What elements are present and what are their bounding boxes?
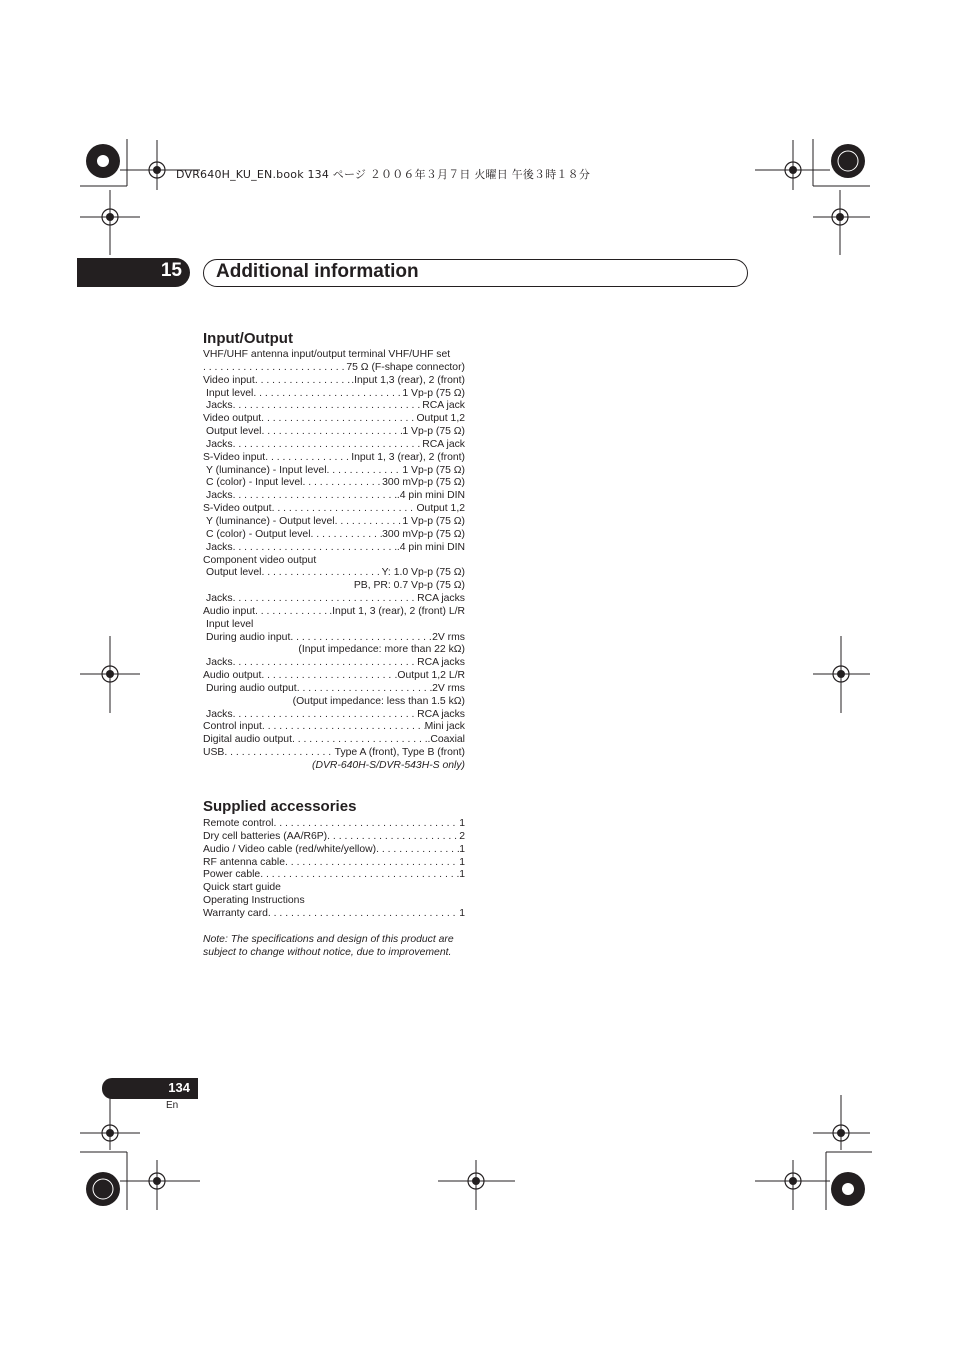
- spec-row: [203, 593, 465, 606]
- spec-row: [203, 895, 465, 908]
- spec-row: [203, 375, 465, 388]
- spec-label: Warranty card: [203, 907, 268, 919]
- spec-row: [203, 670, 465, 683]
- leader-dots: [327, 831, 459, 844]
- spec-label: S-Video output: [203, 503, 272, 515]
- leader-dots: [255, 375, 351, 388]
- spec-value: Mini jack: [424, 721, 465, 733]
- spec-value: 2V rms: [432, 682, 465, 694]
- accessories-heading: Supplied accessories: [203, 798, 357, 815]
- leader-dots: [233, 542, 397, 555]
- spec-value: .Input 1, 3 (rear), 2 (front) L/R: [329, 605, 465, 617]
- spec-row: [203, 831, 465, 844]
- spec-value: 1 Vp-p (75 Ω): [402, 464, 465, 476]
- spec-label: Video input: [203, 374, 255, 386]
- spec-row: [203, 477, 465, 490]
- spec-label: C (color) - Output level: [206, 528, 311, 540]
- chapter-title-bar: [203, 259, 748, 287]
- spec-value: Output 1,2: [416, 413, 465, 425]
- specification-note: Note: The specifications and design of this product are subject to change without notice, due to improvement.: [203, 934, 454, 958]
- spec-value: RCA jack: [422, 438, 465, 450]
- spec-label: During audio output: [206, 682, 297, 694]
- spec-value: Y: 1.0 Vp-p (75 Ω): [381, 567, 465, 579]
- leader-dots: [261, 567, 381, 580]
- spec-row: [203, 760, 465, 773]
- spec-value: .Input 1,3 (rear), 2 (front): [351, 374, 465, 386]
- spec-label: Jacks: [206, 708, 233, 720]
- language-label: En: [166, 1100, 179, 1111]
- spec-value: 1: [459, 907, 465, 919]
- spec-row: [203, 632, 465, 645]
- spec-row: [203, 747, 465, 760]
- spec-label: Output level: [206, 567, 262, 579]
- spec-label: Input level: [206, 387, 254, 399]
- spec-label: Remote control: [203, 818, 274, 829]
- leader-dots: [273, 818, 459, 831]
- leader-dots: [376, 844, 459, 857]
- spec-value: RCA jacks: [417, 593, 465, 605]
- spec-label: Control input: [203, 721, 262, 733]
- spec-value: .Output 1,2 L/R: [394, 670, 465, 682]
- leader-dots: [233, 439, 423, 452]
- page-number: 134: [168, 1080, 190, 1095]
- spec-value: 300 mVp-p (75 Ω): [382, 528, 465, 540]
- leader-dots: [261, 413, 416, 426]
- leader-dots: [327, 465, 403, 478]
- spec-value: PB, PR: 0.7 Vp-p (75 Ω): [353, 580, 465, 592]
- leader-dots: [255, 606, 329, 619]
- spec-value: (DVR-640H-S/DVR-543H-S only): [311, 760, 465, 771]
- spec-row: [203, 362, 465, 375]
- spec-value: .4 pin mini DIN: [396, 490, 465, 502]
- spec-row: [203, 683, 465, 696]
- spec-row: [203, 465, 465, 478]
- spec-value: 1 Vp-p (75 Ω): [402, 426, 465, 438]
- spec-value: RCA jacks: [417, 708, 465, 720]
- spec-value: 1 Vp-p (75 Ω): [402, 515, 465, 527]
- leader-dots: [233, 400, 423, 413]
- leader-dots: [233, 593, 418, 606]
- spec-label: Output level: [206, 426, 262, 438]
- spec-row: [203, 580, 465, 593]
- page-number-badge: [102, 1078, 198, 1099]
- spec-row: [203, 439, 465, 452]
- spec-row: [203, 644, 465, 657]
- spec-label: Jacks: [206, 593, 233, 605]
- spec-value: 1: [459, 856, 465, 868]
- spec-row: [203, 388, 465, 401]
- spec-row: [203, 908, 465, 921]
- spec-label: Audio / Video cable (red/white/yellow): [203, 843, 377, 855]
- leader-dots: [233, 657, 418, 670]
- leader-dots: [260, 869, 459, 882]
- leader-dots: [253, 388, 402, 401]
- spec-row: [203, 490, 465, 503]
- leader-dots: [290, 632, 432, 645]
- spec-value: 1: [459, 818, 465, 829]
- spec-row: [203, 734, 465, 747]
- spec-label: Audio output: [203, 670, 262, 682]
- leader-dots: [262, 721, 425, 734]
- spec-label: Audio input: [203, 605, 255, 617]
- spec-label: S-Video input: [203, 451, 266, 463]
- leader-dots: [224, 747, 334, 760]
- spec-label: USB: [203, 747, 225, 759]
- spec-value: Type A (front), Type B (front): [334, 747, 465, 759]
- leader-dots: [261, 670, 394, 683]
- spec-value: .Coaxial: [427, 734, 465, 746]
- spec-value: (Input impedance: more than 22 kΩ): [298, 644, 465, 656]
- spec-row: [203, 413, 465, 426]
- spec-row: [203, 426, 465, 439]
- spec-label: Component video output: [203, 554, 317, 566]
- spec-row: [203, 844, 465, 857]
- spec-value: Input 1, 3 (rear), 2 (front): [351, 451, 465, 463]
- leader-dots: [335, 516, 403, 529]
- spec-row: [203, 503, 465, 516]
- input-output-spec-list: [203, 349, 465, 773]
- spec-label: RF antenna cable: [203, 856, 286, 868]
- spec-row: [203, 657, 465, 670]
- spec-row: [203, 619, 465, 632]
- leader-dots: [311, 529, 383, 542]
- print-header: DVR640H_KU_EN.book 134 ページ ２００６年３月７日 火曜日 午後３時１８分: [176, 168, 591, 181]
- spec-label: Power cable: [203, 869, 261, 881]
- leader-dots: [285, 857, 459, 870]
- spec-row: [203, 349, 465, 362]
- spec-row: [203, 529, 465, 542]
- spec-row: [203, 542, 465, 555]
- spec-value: RCA jacks: [417, 657, 465, 669]
- accessories-list: [203, 818, 465, 921]
- spec-label: Jacks: [206, 541, 233, 553]
- spec-row: [203, 516, 465, 529]
- spec-value: 75 Ω (F-shape connector): [346, 361, 465, 373]
- spec-row: [203, 696, 465, 709]
- spec-row: [203, 869, 465, 882]
- leader-dots: [297, 683, 432, 696]
- leader-dots: [265, 452, 351, 465]
- spec-row: [203, 721, 465, 734]
- spec-row: [203, 857, 465, 870]
- spec-label: Y (luminance) - Input level: [206, 464, 327, 476]
- leader-dots: [272, 503, 417, 516]
- spec-label: Jacks: [206, 438, 233, 450]
- spec-label: Input level: [206, 618, 254, 630]
- spec-value: .4 pin mini DIN: [396, 541, 465, 553]
- spec-value: 1: [459, 843, 465, 855]
- leader-dots: [233, 709, 418, 722]
- spec-label: Jacks: [206, 490, 233, 502]
- input-output-heading: Input/Output: [203, 330, 293, 347]
- spec-label: Y (luminance) - Output level: [206, 515, 335, 527]
- spec-value: Output 1,2: [416, 503, 465, 515]
- spec-label: Dry cell batteries (AA/R6P): [203, 830, 328, 842]
- spec-label: Quick start guide: [203, 882, 281, 894]
- leader-dots: [302, 477, 382, 490]
- spec-row: [203, 400, 465, 413]
- spec-value: 2: [459, 830, 465, 842]
- spec-value: 1: [459, 869, 465, 881]
- spec-row: [203, 555, 465, 568]
- chapter-title: Additional information: [216, 261, 419, 282]
- leader-dots: [203, 362, 346, 375]
- spec-row: [203, 882, 465, 895]
- spec-row: [203, 567, 465, 580]
- spec-label: Operating Instructions: [203, 895, 305, 907]
- chapter-number: 15: [160, 260, 182, 281]
- spec-row: [203, 606, 465, 619]
- spec-label: Digital audio output: [203, 734, 292, 746]
- leader-dots: [292, 734, 427, 747]
- spec-label: C (color) - Input level: [206, 477, 303, 489]
- spec-label: Jacks: [206, 657, 233, 669]
- spec-label: During audio input: [206, 631, 291, 643]
- spec-value: 1 Vp-p (75 Ω): [402, 387, 465, 399]
- spec-label: Video output: [203, 413, 262, 425]
- spec-label: VHF/UHF antenna input/output terminal VHF/UHF set: [203, 349, 451, 360]
- spec-value: 2V rms: [432, 631, 465, 643]
- leader-dots: [233, 490, 397, 503]
- spec-row: [203, 452, 465, 465]
- spec-value: RCA jack: [422, 400, 465, 412]
- spec-value: 300 mVp-p (75 Ω): [382, 477, 465, 489]
- spec-value: (Output impedance: less than 1.5 kΩ): [292, 695, 465, 707]
- chapter-number-badge: [77, 258, 190, 287]
- leader-dots: [268, 908, 459, 921]
- spec-row: [203, 818, 465, 831]
- spec-row: [203, 709, 465, 722]
- leader-dots: [261, 426, 402, 439]
- spec-label: Jacks: [206, 400, 233, 412]
